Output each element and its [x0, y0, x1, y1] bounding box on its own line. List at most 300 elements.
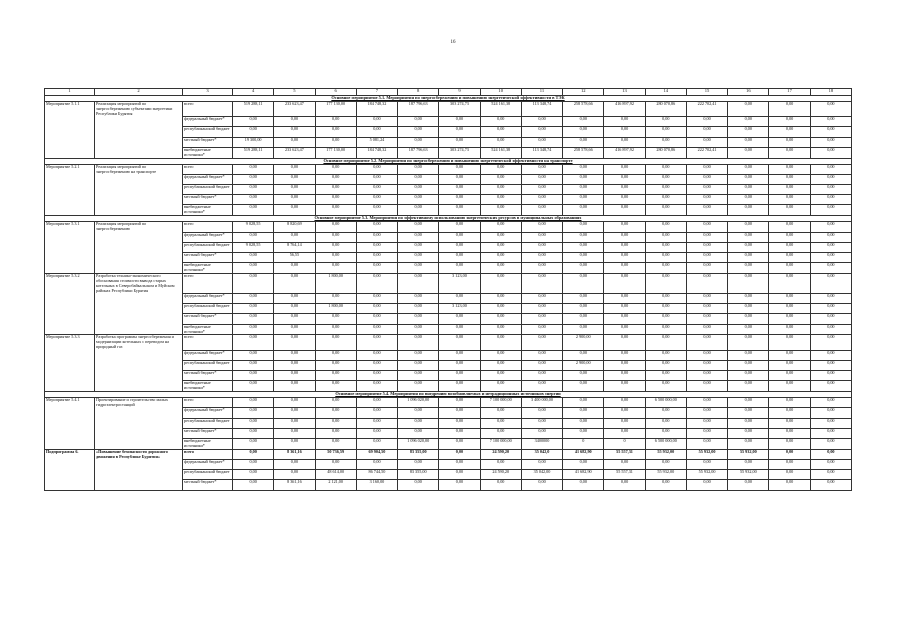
amount-cell: 0,00 [604, 428, 645, 438]
amount-cell: 0,00 [315, 408, 356, 418]
amount-cell: 0,00 [686, 324, 727, 335]
amount-cell: 0,00 [728, 460, 769, 470]
amount-cell: 55 932,00 [645, 470, 686, 480]
amount-cell: 0,00 [686, 408, 727, 418]
amount-cell: 0,00 [645, 428, 686, 438]
amount-cell: 0,00 [439, 137, 480, 147]
column-number-cell: 2 [95, 89, 183, 96]
amount-cell: 0,00 [645, 127, 686, 137]
amount-cell: 0,00 [480, 294, 521, 304]
amount-cell: 0,00 [563, 232, 604, 242]
amount-cell: 0,00 [810, 449, 851, 459]
amount-cell: 0,00 [480, 350, 521, 360]
amount-cell: 0,00 [563, 195, 604, 205]
amount-cell: 0,00 [398, 381, 439, 392]
amount-cell: 0,00 [604, 252, 645, 262]
amount-cell: 9 028,55 [233, 222, 274, 232]
amount-cell: 0,00 [769, 324, 810, 335]
amount-cell: 0,00 [686, 460, 727, 470]
measure-code-cell: Подпрограмма 6. [45, 449, 95, 459]
amount-cell: 0,00 [521, 350, 562, 360]
amount-cell: 416 897,92 [604, 102, 645, 117]
table-row [45, 418, 852, 428]
funding-source-cell: местный бюджет* [183, 314, 233, 324]
amount-cell: 0,00 [274, 164, 315, 174]
amount-cell: 0,00 [274, 273, 315, 293]
amount-cell: 0,00 [769, 164, 810, 174]
table-row [45, 314, 852, 324]
amount-cell: 0,00 [728, 127, 769, 137]
amount-cell: 0,00 [356, 242, 397, 252]
funding-source-cell: местный бюджет* [183, 428, 233, 438]
amount-cell: 0,00 [439, 205, 480, 216]
amount-cell: 0,00 [439, 252, 480, 262]
amount-cell: 0,00 [274, 117, 315, 127]
amount-cell: 0,00 [274, 314, 315, 324]
measure-name-cell: Проектирование и строительство малых гидроэлектростанций [95, 398, 183, 408]
amount-cell: 2 121,00 [315, 480, 356, 490]
measure-name-cell [95, 117, 183, 127]
amount-cell: 0,00 [686, 428, 727, 438]
measure-name-cell [95, 470, 183, 480]
amount-cell: 0,00 [769, 147, 810, 158]
column-number-cell: 3 [183, 89, 233, 96]
amount-cell: 19 300,00 [233, 137, 274, 147]
amount-cell: 0,00 [604, 232, 645, 242]
amount-cell: 0,00 [563, 314, 604, 324]
amount-cell: 0,00 [563, 137, 604, 147]
amount-cell: 0,00 [645, 117, 686, 127]
funding-source-cell: федеральный бюджет* [183, 460, 233, 470]
funding-source-cell: внебюджетные источники* [183, 324, 233, 335]
amount-cell: 9 028,55 [233, 242, 274, 252]
amount-cell: 0,00 [728, 314, 769, 324]
amount-cell: 55 932,00 [686, 470, 727, 480]
amount-cell: 0,00 [686, 222, 727, 232]
amount-cell: 0,00 [604, 273, 645, 293]
funding-source-cell: федеральный бюджет* [183, 174, 233, 184]
amount-cell: 86 744,50 [356, 470, 397, 480]
measure-name-cell: Реализация мероприятий по энергосбережению на транспорте [95, 164, 183, 174]
amount-cell: 0,00 [398, 371, 439, 381]
amount-cell: 0,00 [769, 398, 810, 408]
table-row [45, 242, 852, 252]
amount-cell: 0,00 [769, 232, 810, 242]
measure-code-cell [45, 428, 95, 438]
amount-cell: 0,00 [439, 428, 480, 438]
measure-name-cell [95, 147, 183, 158]
amount-cell: 0,00 [439, 438, 480, 449]
amount-cell: 0,00 [728, 294, 769, 304]
amount-cell: 0,00 [645, 174, 686, 184]
measure-code-cell [45, 360, 95, 370]
amount-cell: 0,00 [233, 205, 274, 216]
amount-cell: 0,00 [439, 294, 480, 304]
amount-cell: 0,00 [315, 127, 356, 137]
amount-cell: 0,00 [356, 428, 397, 438]
amount-cell: 0,00 [274, 137, 315, 147]
amount-cell: 0,00 [356, 273, 397, 293]
measure-name-cell [95, 185, 183, 195]
amount-cell: 0,00 [645, 205, 686, 216]
table-row [45, 127, 852, 137]
table-row [45, 398, 852, 408]
amount-cell: 0,00 [398, 324, 439, 335]
column-number-cell: 8 [398, 89, 439, 96]
amount-cell: 0,00 [356, 408, 397, 418]
funding-source-cell: республиканский бюджет [183, 304, 233, 314]
amount-cell: 0,00 [563, 398, 604, 408]
amount-cell: 0,00 [398, 480, 439, 490]
amount-cell: 0,00 [315, 428, 356, 438]
amount-cell: 55 932,00 [728, 470, 769, 480]
amount-cell: 2 900,00 [563, 360, 604, 370]
amount-cell: 0,00 [563, 294, 604, 304]
amount-cell: 0,00 [645, 252, 686, 262]
amount-cell: 0,00 [233, 371, 274, 381]
amount-cell: 0,00 [810, 242, 851, 252]
amount-cell: 0,00 [686, 117, 727, 127]
amount-cell: 0,00 [810, 398, 851, 408]
funding-source-cell: всего [183, 398, 233, 408]
amount-cell: 0,00 [769, 242, 810, 252]
amount-cell: 0,00 [769, 314, 810, 324]
table-row [45, 350, 852, 360]
amount-cell: 0,00 [233, 408, 274, 418]
amount-cell: 0,00 [769, 449, 810, 459]
section-title: Основное мероприятие 5.4. Мероприятия по внедрению возобновляемых и нетрадиционных источников энергии [45, 392, 852, 398]
amount-cell: 0,00 [728, 232, 769, 242]
amount-cell: 0,00 [480, 304, 521, 314]
amount-cell: 0,00 [356, 185, 397, 195]
amount-cell: 1 096 020,00 [398, 398, 439, 408]
amount-cell: 0,00 [398, 408, 439, 418]
amount-cell: 0,00 [356, 438, 397, 449]
amount-cell: 0,00 [810, 185, 851, 195]
amount-cell: 0,00 [398, 294, 439, 304]
amount-cell: 0,00 [604, 360, 645, 370]
column-number-cell: 10 [480, 89, 521, 96]
amount-cell: 519 288,11 [233, 102, 274, 117]
table-row [45, 438, 852, 449]
amount-cell: 0,00 [439, 314, 480, 324]
amount-cell: 0,00 [315, 371, 356, 381]
amount-cell: 0,00 [398, 460, 439, 470]
amount-cell: 0,00 [480, 137, 521, 147]
table-row [45, 408, 852, 418]
amount-cell: 0,00 [233, 263, 274, 274]
amount-cell: 0,00 [233, 418, 274, 428]
amount-cell: 0,00 [356, 314, 397, 324]
amount-cell: 0,00 [233, 174, 274, 184]
amount-cell: 6 500 000,00 [645, 398, 686, 408]
amount-cell: 3400000 [521, 438, 562, 449]
amount-cell: 0,00 [521, 232, 562, 242]
amount-cell: 0,00 [233, 428, 274, 438]
measure-code-cell [45, 381, 95, 392]
amount-cell: 0,00 [480, 205, 521, 216]
section-title: Основное мероприятие 5.3. Мероприятия по эффективному использованию энергетических ресурсов в муниципальных образованиях [45, 216, 852, 222]
amount-cell: 0,00 [604, 222, 645, 232]
amount-cell: 0,00 [728, 428, 769, 438]
amount-cell: 0,00 [563, 408, 604, 418]
amount-cell: 0,00 [728, 102, 769, 117]
amount-cell: 0,00 [769, 252, 810, 262]
amount-cell: 0,00 [480, 242, 521, 252]
measure-code-cell [45, 470, 95, 480]
column-number-cell: 9 [439, 89, 480, 96]
amount-cell: 0,00 [604, 335, 645, 350]
amount-cell: 0,00 [480, 252, 521, 262]
amount-cell: 0,00 [521, 324, 562, 335]
table-row [45, 222, 852, 232]
funding-source-cell: всего [183, 164, 233, 174]
funding-source-cell: федеральный бюджет* [183, 294, 233, 304]
amount-cell: 0,00 [439, 360, 480, 370]
column-number-cell: 13 [604, 89, 645, 96]
amount-cell: 0,00 [398, 314, 439, 324]
amount-cell: 0,00 [480, 428, 521, 438]
table-row [45, 263, 852, 274]
amount-cell: 0,00 [810, 263, 851, 274]
amount-cell: 0,00 [810, 418, 851, 428]
amount-cell: 0,00 [521, 117, 562, 127]
measure-name-cell [95, 232, 183, 242]
funding-source-cell: федеральный бюджет* [183, 350, 233, 360]
measure-name-cell [95, 252, 183, 262]
amount-cell: 0,00 [686, 381, 727, 392]
amount-cell: 0,00 [728, 174, 769, 184]
amount-cell: 0,00 [233, 294, 274, 304]
amount-cell: 0,00 [521, 242, 562, 252]
amount-cell: 0,00 [810, 137, 851, 147]
column-number-row [45, 89, 852, 96]
amount-cell: 35 042,0 [521, 449, 562, 459]
amount-cell: 0,00 [686, 438, 727, 449]
amount-cell: 48 614,00 [315, 470, 356, 480]
amount-cell: 0,00 [233, 117, 274, 127]
amount-cell: 0,00 [604, 371, 645, 381]
amount-cell: 0,00 [686, 371, 727, 381]
amount-cell: 0,00 [645, 350, 686, 360]
table-row [45, 449, 852, 459]
amount-cell: 222 702,41 [686, 147, 727, 158]
table-row [45, 164, 852, 174]
amount-cell: 0,00 [769, 350, 810, 360]
measure-code-cell [45, 438, 95, 449]
amount-cell: 0,00 [769, 371, 810, 381]
funding-source-cell: республиканский бюджет [183, 470, 233, 480]
amount-cell: 0,00 [439, 408, 480, 418]
amount-cell: 0,00 [439, 335, 480, 350]
amount-cell: 0,00 [769, 470, 810, 480]
amount-cell: 0,00 [315, 418, 356, 428]
amount-cell: 0,00 [315, 360, 356, 370]
amount-cell: 0,00 [810, 408, 851, 418]
column-number-cell: 1 [45, 89, 95, 96]
amount-cell: 0,00 [398, 174, 439, 184]
amount-cell: 0,00 [769, 381, 810, 392]
amount-cell: 0 [563, 438, 604, 449]
measure-name-cell: Разработка технико-экономического обоснования стоимости вывода старых котельных в Северобайкальском и Муйском районах Республики Бурятия [95, 273, 183, 293]
measure-code-cell [45, 232, 95, 242]
amount-cell: 0,00 [604, 324, 645, 335]
amount-cell: 0,00 [356, 164, 397, 174]
amount-cell: 0,00 [645, 185, 686, 195]
amount-cell: 0,00 [810, 428, 851, 438]
amount-cell: 0,00 [728, 195, 769, 205]
measure-code-cell: Мероприятие 5.3.3 [45, 335, 95, 350]
amount-cell: 0,00 [398, 117, 439, 127]
amount-cell: 0,00 [356, 127, 397, 137]
measure-name-cell: Разработка программы энергосбережения и модернизации котельных с переводом на природный газ [95, 335, 183, 350]
table-row [45, 294, 852, 304]
amount-cell: 0,00 [356, 335, 397, 350]
amount-cell: 0,00 [728, 252, 769, 262]
column-number-cell: 12 [563, 89, 604, 96]
amount-cell: 0,00 [810, 314, 851, 324]
table-row [45, 117, 852, 127]
amount-cell: 0,00 [645, 360, 686, 370]
amount-cell: 0,00 [686, 252, 727, 262]
measure-code-cell [45, 350, 95, 360]
amount-cell: 0,00 [563, 263, 604, 274]
measure-name-cell [95, 314, 183, 324]
measure-name-cell [95, 360, 183, 370]
measure-code-cell [45, 480, 95, 490]
amount-cell: 0,00 [769, 185, 810, 195]
amount-cell: 55 932,00 [686, 449, 727, 459]
amount-cell: 0,00 [769, 263, 810, 274]
amount-cell: 0,00 [521, 185, 562, 195]
amount-cell: 0,00 [356, 232, 397, 242]
amount-cell: 0,00 [439, 418, 480, 428]
amount-cell: 0,00 [645, 408, 686, 418]
amount-cell: 0,00 [274, 350, 315, 360]
amount-cell: 1 800,00 [315, 273, 356, 293]
amount-cell: 303 274,73 [439, 102, 480, 117]
amount-cell: 0,00 [728, 137, 769, 147]
column-number-cell: 4 [233, 89, 274, 96]
amount-cell: 0,00 [686, 398, 727, 408]
amount-cell: 0,00 [645, 242, 686, 252]
funding-source-cell: всего [183, 449, 233, 459]
amount-cell: 0,00 [439, 350, 480, 360]
amount-cell: 2 900,00 [563, 335, 604, 350]
amount-cell: 0,00 [686, 335, 727, 350]
amount-cell: 0,00 [604, 398, 645, 408]
amount-cell: 0,00 [356, 195, 397, 205]
amount-cell: 0,00 [356, 205, 397, 216]
amount-cell: 0,00 [233, 460, 274, 470]
measure-name-cell [95, 324, 183, 335]
amount-cell: 0,00 [810, 460, 851, 470]
amount-cell: 0,00 [315, 174, 356, 184]
amount-cell: 0,00 [769, 127, 810, 137]
amount-cell: 0,00 [439, 117, 480, 127]
amount-cell: 0,00 [480, 117, 521, 127]
amount-cell: 0,00 [810, 232, 851, 242]
measure-code-cell [45, 304, 95, 314]
amount-cell: 0,00 [563, 304, 604, 314]
measure-code-cell: Мероприятие 5.2.1 [45, 164, 95, 174]
amount-cell: 0,00 [604, 381, 645, 392]
amount-cell: 0,00 [563, 127, 604, 137]
measure-name-cell: Реализация мероприятий по энергосбережению [95, 222, 183, 232]
measure-code-cell: Мероприятие 5.4.1 [45, 398, 95, 408]
funding-source-cell: федеральный бюджет* [183, 408, 233, 418]
amount-cell: 0,00 [810, 102, 851, 117]
amount-cell: 0,00 [398, 205, 439, 216]
amount-cell: 0,00 [728, 263, 769, 274]
table-row [45, 273, 852, 293]
amount-cell: 50 736,59 [315, 449, 356, 459]
amount-cell: 0,00 [810, 195, 851, 205]
funding-source-cell: местный бюджет* [183, 195, 233, 205]
amount-cell: 177 130,00 [315, 102, 356, 117]
amount-cell: 0,00 [810, 117, 851, 127]
amount-cell: 0,00 [728, 304, 769, 314]
amount-cell: 0,00 [769, 480, 810, 490]
amount-cell: 0,00 [439, 460, 480, 470]
amount-cell: 0,00 [398, 242, 439, 252]
amount-cell: 0,00 [521, 164, 562, 174]
measure-code-cell [45, 137, 95, 147]
amount-cell: 6 500 000,00 [645, 438, 686, 449]
amount-cell: 303 274,73 [439, 147, 480, 158]
amount-cell: 0,00 [604, 480, 645, 490]
page-number: 16 [450, 40, 456, 45]
amount-cell: 3 160,00 [356, 480, 397, 490]
amount-cell: 0,00 [563, 205, 604, 216]
amount-cell: 0,00 [274, 324, 315, 335]
amount-cell: 0,00 [439, 174, 480, 184]
table-row [45, 360, 852, 370]
amount-cell: 0,00 [604, 242, 645, 252]
amount-cell: 0,00 [439, 242, 480, 252]
amount-cell: 0,00 [398, 273, 439, 293]
amount-cell: 0,00 [521, 381, 562, 392]
amount-cell: 0,00 [356, 174, 397, 184]
amount-cell: 24 590,20 [480, 449, 521, 459]
measure-name-cell: «Повышение безопасности дорожного движения в Республике Бурятия» [95, 449, 183, 459]
amount-cell: 0,00 [810, 360, 851, 370]
amount-cell: 0,00 [728, 324, 769, 335]
measure-name-cell [95, 408, 183, 418]
amount-cell: 0,00 [604, 195, 645, 205]
amount-cell: 55 557,31 [604, 470, 645, 480]
amount-cell: 0,00 [480, 408, 521, 418]
measure-code-cell [45, 460, 95, 470]
amount-cell: 0,00 [521, 408, 562, 418]
amount-cell: 0,00 [728, 335, 769, 350]
amount-cell: 0,00 [233, 335, 274, 350]
amount-cell: 0,00 [439, 398, 480, 408]
column-number-cell: 15 [686, 89, 727, 96]
amount-cell: 0,00 [315, 242, 356, 252]
table-row [45, 195, 852, 205]
amount-cell: 0,00 [686, 418, 727, 428]
measure-code-cell [45, 185, 95, 195]
measure-code-cell [45, 371, 95, 381]
amount-cell: 0,00 [521, 252, 562, 262]
amount-cell: 41 682,90 [563, 449, 604, 459]
funding-source-cell: местный бюджет* [183, 371, 233, 381]
amount-cell: 280 070,86 [645, 102, 686, 117]
amount-cell: 0,00 [315, 205, 356, 216]
amount-cell: 0,00 [686, 242, 727, 252]
amount-cell: 0,00 [686, 314, 727, 324]
